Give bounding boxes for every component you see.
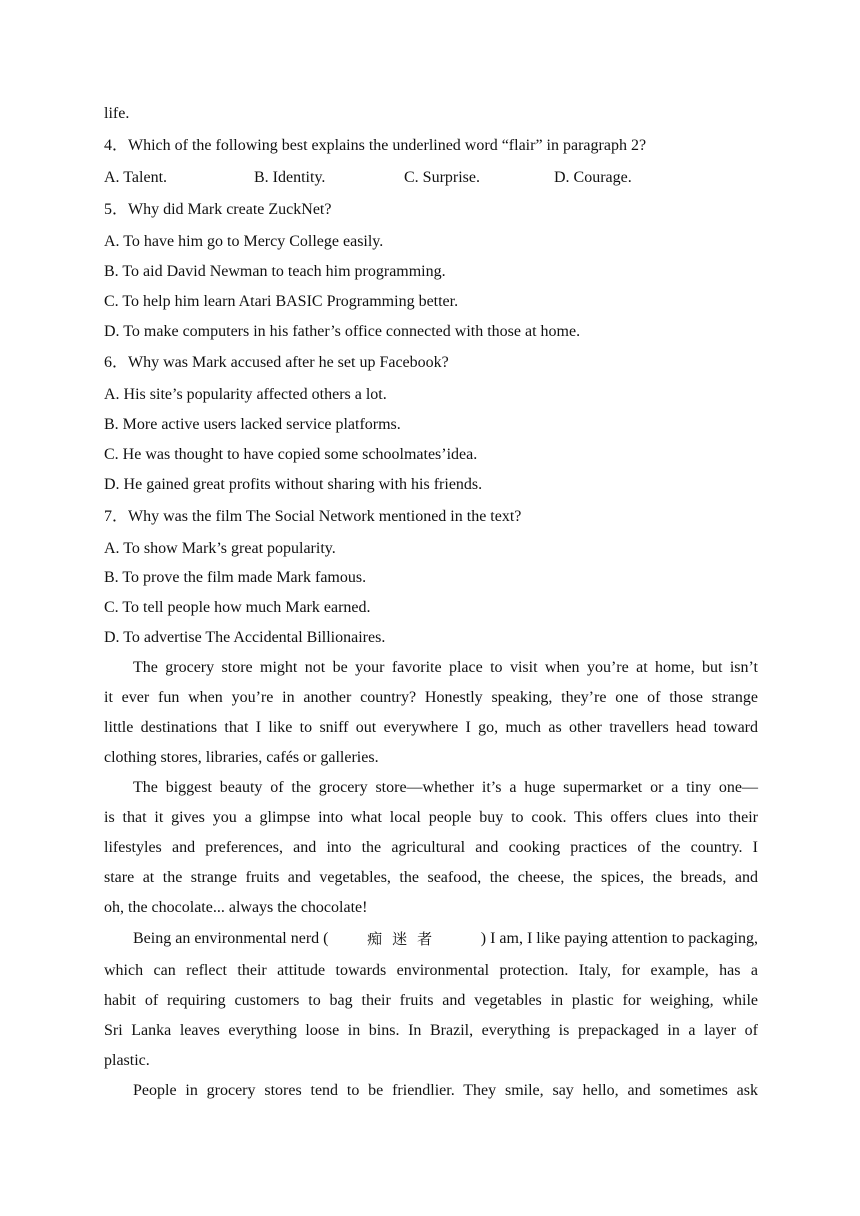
passage-p2-line: is that it gives you a glimpse into what local people buy to cook. This offers clues into their	[104, 809, 758, 826]
passage-p1-line: little destinations that I like to sniff out everywhere I go, much as other travellers head toward	[104, 719, 758, 736]
passage-p2-line: The biggest beauty of the grocery store—whether it’s a huge supermarket or a tiny one—	[133, 779, 758, 796]
passage-p1-line: it ever fun when you’re in another country? Honestly speaking, they’re one of those strange	[104, 689, 758, 706]
question-7-option-b: B. To prove the film made Mark famous.	[104, 569, 367, 586]
question-4-option-b: B. Identity.	[254, 169, 326, 186]
question-4-option-a: A. Talent.	[104, 169, 168, 186]
question-6-option-a: A. His site’s popularity affected others a lot.	[104, 386, 387, 403]
question-7-stem: 7．Why was the film The Social Network mentioned in the text?	[104, 508, 522, 525]
passage-p3-line: plastic.	[104, 1052, 150, 1069]
passage-p4-line: People in grocery stores tend to be friendlier. They smile, say hello, and sometimes ask	[133, 1082, 758, 1099]
question-5-option-b: B. To aid David Newman to teach him programming.	[104, 263, 446, 280]
question-4-stem: 4．Which of the following best explains the underlined word “flair” in paragraph 2?	[104, 137, 647, 154]
question-5-option-d: D. To make computers in his father’s office connected with those at home.	[104, 323, 581, 340]
continuation-line: life.	[104, 105, 130, 122]
passage-p3-before: Being an environmental nerd (	[133, 930, 329, 947]
question-6-option-c: C. He was thought to have copied some schoolmates’idea.	[104, 446, 478, 463]
question-6-option-b: B. More active users lacked service platforms.	[104, 416, 401, 433]
passage-p3-line: habit of requiring customers to bag their fruits and vegetables in plastic for weighing, while	[104, 992, 758, 1009]
passage-p3-line: which can reflect their attitude towards environmental protection. Italy, for example, has a	[104, 962, 758, 979]
passage-p3-after: ) I am, I like paying attention to packaging,	[480, 930, 758, 947]
question-7-option-c: C. To tell people how much Mark earned.	[104, 599, 371, 616]
passage-p1-line: The grocery store might not be your favorite place to visit when you’re at home, but isn’t	[133, 659, 758, 676]
question-5-option-c: C. To help him learn Atari BASIC Programming better.	[104, 293, 459, 310]
question-6-stem: 6．Why was Mark accused after he set up Facebook?	[104, 354, 449, 371]
question-5-stem: 5．Why did Mark create ZuckNet?	[104, 201, 332, 218]
question-7-option-d: D. To advertise The Accidental Billionaires.	[104, 629, 386, 646]
passage-p3-first-line	[133, 929, 758, 949]
question-4-option-c: C. Surprise.	[404, 169, 480, 186]
gloss-chinese: 痴迷者	[367, 930, 443, 948]
passage-p2-line: oh, the chocolate... always the chocolate!	[104, 899, 368, 916]
passage-p1-line: clothing stores, libraries, cafés or galleries.	[104, 749, 379, 766]
question-5-option-a: A. To have him go to Mercy College easily.	[104, 233, 384, 250]
passage-p3-line: Sri Lanka leaves everything loose in bins. In Brazil, everything is prepackaged in a layer of	[104, 1022, 758, 1039]
question-7-option-a: A. To show Mark’s great popularity.	[104, 540, 336, 557]
question-4-option-d: D. Courage.	[554, 169, 632, 186]
passage-p2-line: lifestyles and preferences, and into the agricultural and cooking practices of the country. I	[104, 839, 758, 856]
question-6-option-d: D. He gained great profits without sharing with his friends.	[104, 476, 483, 493]
passage-p2-line: stare at the strange fruits and vegetables, the seafood, the cheese, the spices, the breads, and	[104, 869, 758, 886]
